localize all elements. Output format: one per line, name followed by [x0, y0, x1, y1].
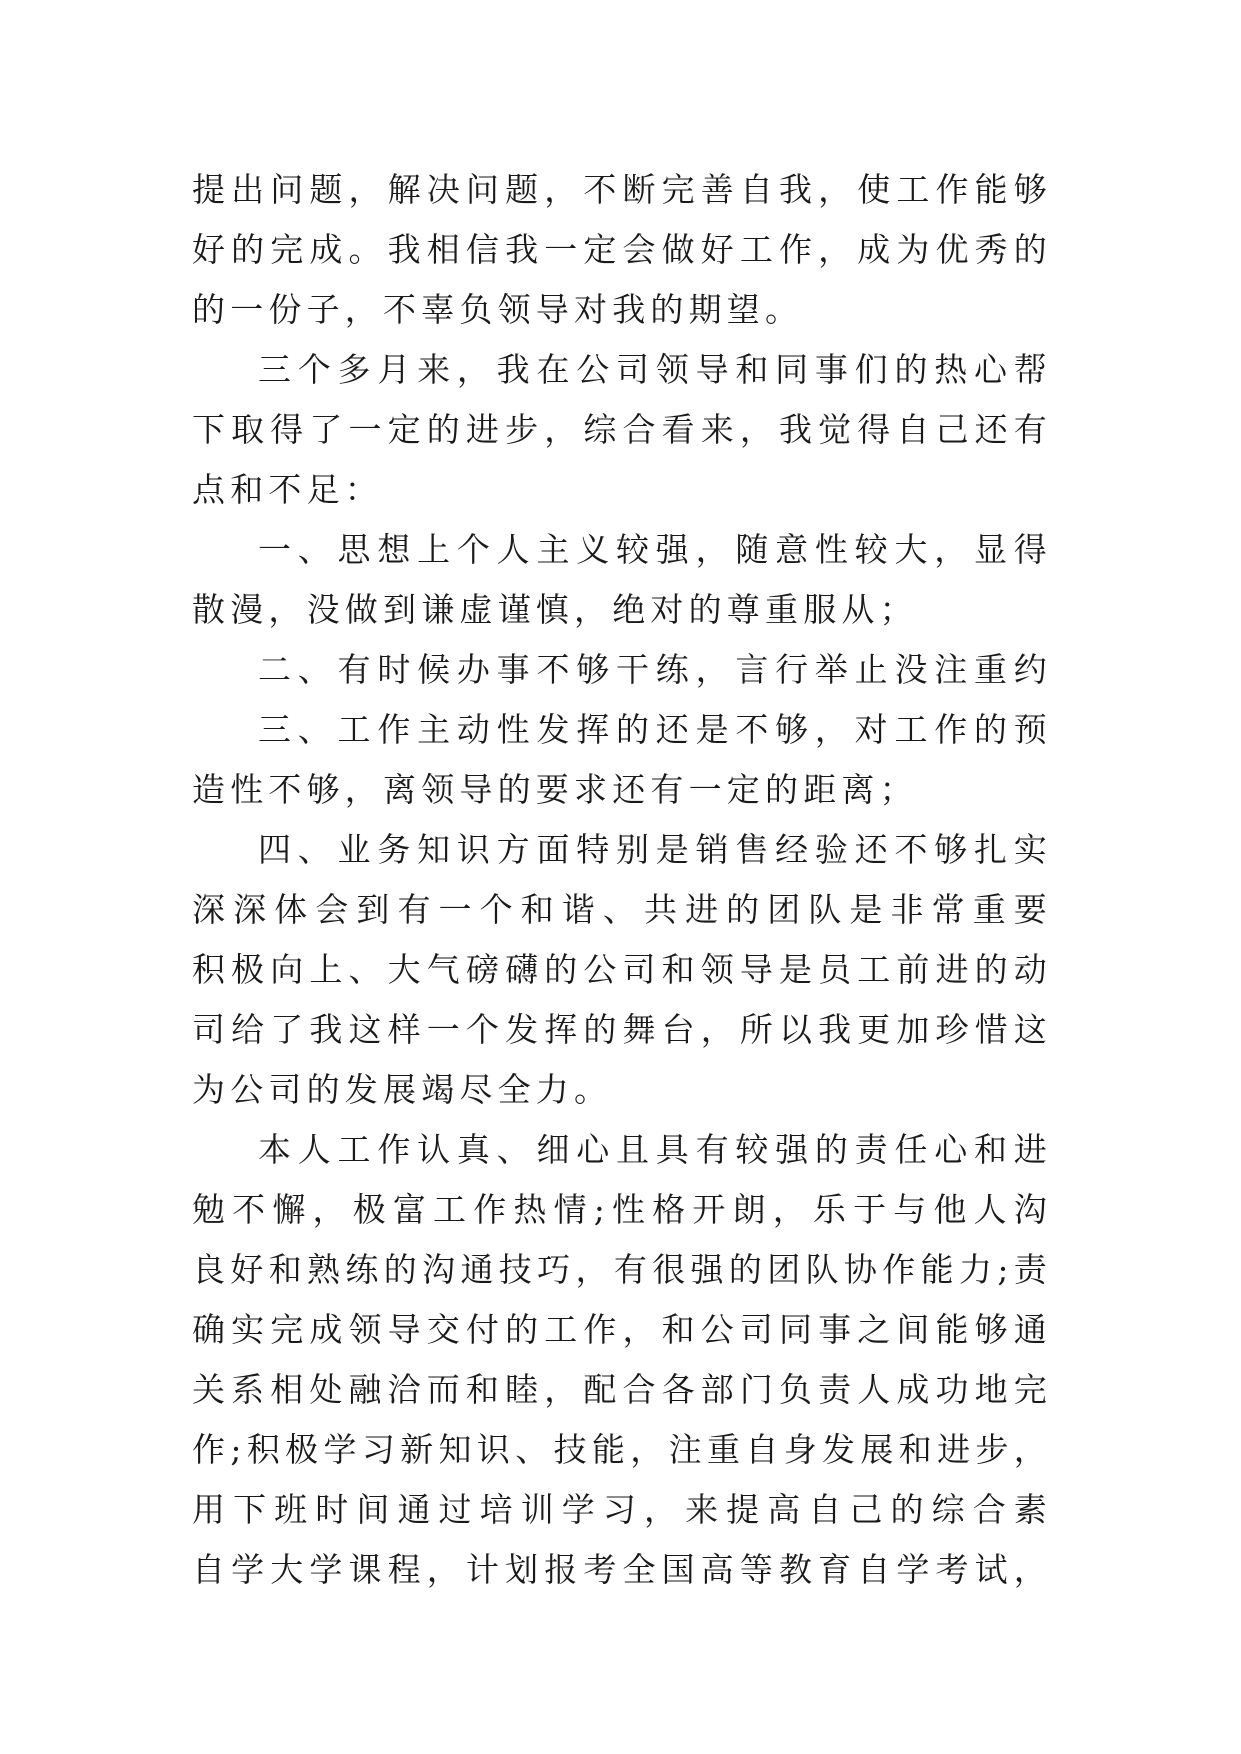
text-line: 好的完成。我相信我一定会做好工作，成为优秀的	[192, 230, 1052, 269]
text-line: 勉不懈，极富工作热情;性格开朗，乐于与他人沟	[192, 1190, 1052, 1229]
text-line: 的一份子，不辜负领导对我的期望。	[192, 290, 804, 329]
document-body	[192, 160, 1052, 1600]
text-line: 自学大学课程，计划报考全国高等教育自学考试，	[192, 1550, 1052, 1589]
text-line: 提出问题，解决问题，不断完善自我，使工作能够	[192, 170, 1052, 209]
text-line: 下取得了一定的进步，综合看来，我觉得自己还有	[192, 410, 1052, 449]
text-line: 为公司的发展竭尽全力。	[192, 1070, 613, 1109]
text-line: 用下班时间通过培训学习，来提高自己的综合素	[192, 1490, 1052, 1529]
text-line: 点和不足：	[192, 470, 383, 509]
text-line: 一、思想上个人主义较强，随意性较大，显得	[258, 530, 1052, 569]
text-line: 三、工作主动性发挥的还是不够，对工作的预	[258, 710, 1052, 749]
text-line: 三个多月来，我在公司领导和同事们的热心帮	[258, 350, 1052, 389]
text-line: 确实完成领导交付的工作，和公司同事之间能够通	[192, 1310, 1052, 1349]
text-line: 散漫，没做到谦虚谨慎，绝对的尊重服从；	[192, 590, 918, 629]
text-line: 关系相处融洽而和睦，配合各部门负责人成功地完	[192, 1370, 1052, 1409]
text-line: 四、业务知识方面特别是销售经验还不够扎实	[258, 830, 1052, 869]
text-line: 二、有时候办事不够干练，言行举止没注重约	[258, 650, 1052, 689]
text-line: 作;积极学习新知识、技能，注重自身发展和进步，	[192, 1430, 1052, 1469]
text-line: 本人工作认真、细心且具有较强的责任心和进	[258, 1130, 1052, 1169]
text-line: 深深体会到有一个和谐、共进的团队是非常重要	[192, 890, 1052, 929]
text-line: 积极向上、大气磅礴的公司和领导是员工前进的动	[192, 950, 1052, 989]
text-line: 司给了我这样一个发挥的舞台，所以我更加珍惜这	[192, 1010, 1052, 1049]
text-line: 造性不够，离领导的要求还有一定的距离；	[192, 770, 918, 809]
text-line: 良好和熟练的沟通技巧，有很强的团队协作能力;责	[192, 1250, 1052, 1289]
